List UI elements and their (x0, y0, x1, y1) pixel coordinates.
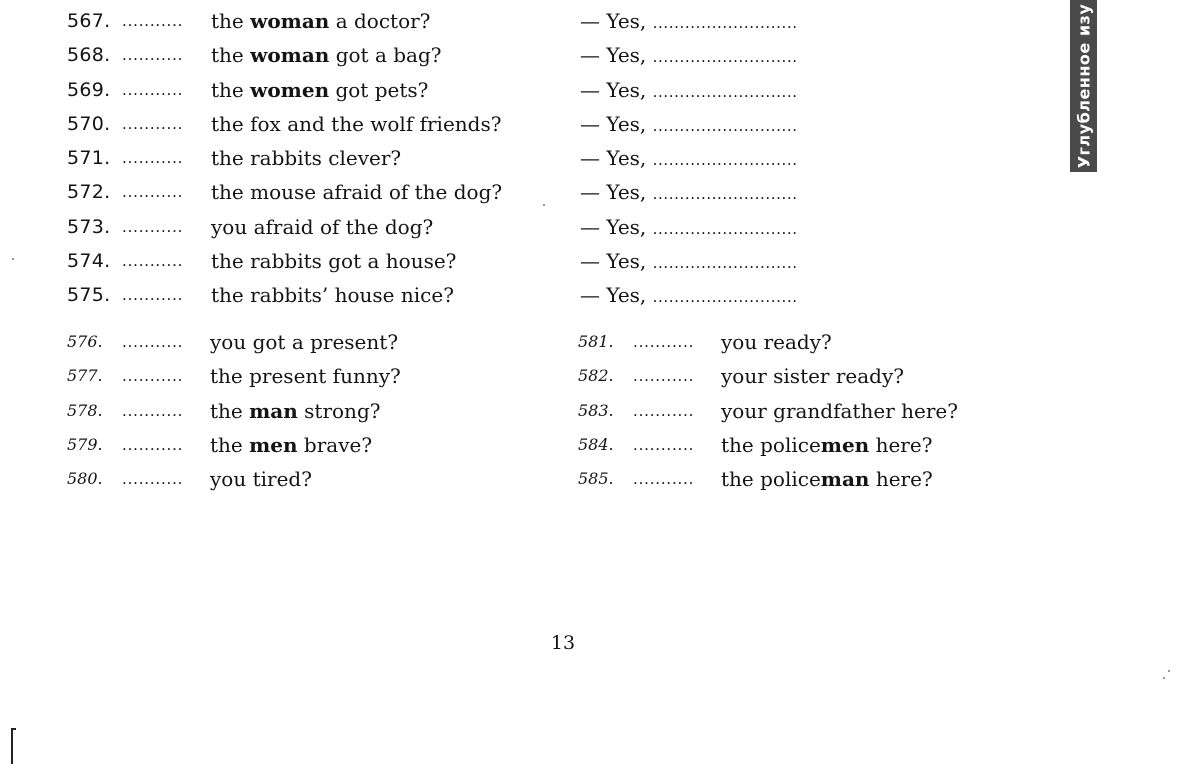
question-text (211, 73, 428, 107)
exercise-column-left (67, 325, 537, 496)
answer (580, 107, 798, 143)
question-text-part: you got a present? (210, 330, 399, 354)
blank-dots: ........... (122, 333, 184, 351)
question-text (721, 394, 958, 428)
question-text (721, 359, 904, 393)
question-text (210, 359, 401, 393)
exercise-row (578, 394, 1048, 428)
question-text (210, 462, 312, 496)
question-text-part: the police (721, 467, 821, 492)
scan-speck (12, 258, 14, 260)
answer-prefix: — Yes, (580, 111, 647, 136)
question-text-part: your sister ready? (721, 364, 904, 389)
question-text-part: the rabbits got a house? (211, 249, 457, 274)
question-text-part: the rabbits clever? (211, 146, 402, 171)
exercise-row (67, 462, 537, 496)
question-text-bold: men (820, 432, 870, 457)
answer-prefix: — Yes, (580, 214, 647, 239)
answer-blank-dots: ........................... (652, 254, 798, 273)
question-text (211, 4, 430, 38)
exercise-number: 580. (67, 469, 103, 489)
exercise-row (67, 325, 537, 359)
margin-mark (11, 728, 13, 764)
blank-dots: ........... (122, 435, 184, 454)
question-text-bold: woman (250, 43, 330, 68)
blank-dots: ........... (633, 435, 695, 454)
blank-dots: ........... (122, 149, 184, 168)
exercise-number: 570. (67, 112, 111, 135)
question-text (211, 278, 454, 312)
exercise-row (67, 175, 867, 209)
question-text-part: a doctor? (329, 9, 431, 33)
question-text (210, 428, 372, 462)
question-text-part: here? (869, 432, 933, 457)
blank-dots: ........... (633, 401, 695, 420)
answer-blank-dots: ........................... (652, 14, 798, 32)
exercise-row (578, 428, 1048, 462)
exercise-row (67, 278, 867, 312)
exercise-section-answers (67, 4, 867, 313)
answer-prefix: — Yes, (580, 43, 647, 68)
scan-speck (1163, 677, 1165, 679)
question-text (211, 210, 433, 244)
exercise-row (67, 73, 867, 107)
exercise-row (578, 359, 1048, 393)
answer-blank-dots: ........................... (652, 288, 798, 307)
question-text (211, 175, 502, 209)
question-text-part: the (211, 77, 251, 102)
blank-dots: ........... (122, 286, 184, 305)
blank-dots: ........... (122, 183, 184, 202)
question-text-part: strong? (297, 398, 381, 423)
question-text (210, 394, 380, 428)
answer-prefix: — Yes, (580, 283, 647, 308)
exercise-row (67, 107, 867, 141)
exercise-row (67, 244, 867, 278)
blank-dots: ........... (122, 80, 184, 99)
blank-dots: ........... (122, 401, 184, 420)
blank-dots: ........... (122, 12, 184, 30)
blank-dots: ........... (122, 217, 184, 236)
answer-blank-dots: ........................... (652, 48, 798, 67)
question-text-part: here? (869, 467, 933, 492)
question-text-bold: men (249, 432, 298, 457)
exercise-row (67, 210, 867, 244)
exercise-number: 577. (67, 366, 103, 386)
exercise-number: 568. (67, 44, 111, 67)
page-number: 13 (550, 632, 576, 654)
answer-blank-dots: ........................... (652, 116, 798, 135)
question-text (211, 38, 441, 72)
exercise-number: 579. (67, 434, 103, 454)
question-text (211, 244, 456, 278)
answer (580, 278, 798, 314)
blank-dots: ........... (633, 333, 695, 351)
exercise-number: 574. (67, 250, 111, 273)
answer-blank-dots: ........................... (652, 82, 798, 101)
answer-prefix: — Yes, (580, 77, 647, 102)
question-text-bold: man (820, 467, 870, 492)
question-text (721, 325, 832, 359)
exercise-number: 572. (67, 181, 111, 204)
exercise-row (67, 428, 537, 462)
question-text-bold: women (250, 77, 330, 102)
exercise-row (67, 38, 867, 72)
question-text-bold: man (249, 398, 298, 423)
answer (580, 141, 798, 177)
question-text-part: the (211, 9, 251, 33)
answer (580, 4, 798, 40)
exercise-row (578, 325, 1048, 359)
exercise-column-right (578, 325, 1048, 496)
exercise-number: 571. (67, 147, 111, 170)
question-text-part: your grandfather here? (721, 398, 958, 423)
answer (580, 38, 798, 74)
answer (580, 73, 798, 109)
answer-prefix: — Yes, (580, 146, 647, 171)
exercise-number: 582. (578, 366, 614, 386)
blank-dots: ........... (122, 367, 184, 386)
exercise-row (578, 462, 1048, 496)
exercise-number: 567. (67, 10, 111, 32)
answer-blank-dots: ........................... (652, 185, 798, 204)
exercise-number: 576. (67, 332, 103, 351)
question-text (211, 141, 401, 175)
answer (580, 210, 798, 246)
question-text-part: the (211, 43, 251, 68)
scan-speck (543, 204, 545, 206)
exercise-number: 585. (578, 469, 614, 489)
question-text-part: the (210, 432, 250, 457)
question-text-part: the present funny? (210, 364, 401, 389)
answer-prefix: — Yes, (580, 180, 647, 205)
question-text (721, 462, 933, 496)
question-text-part: the (210, 398, 250, 423)
question-text-part: the mouse afraid of the dog? (211, 180, 503, 205)
question-text-bold: woman (250, 9, 330, 33)
answer-blank-dots: ........................... (652, 151, 798, 170)
exercise-number: 578. (67, 400, 103, 420)
question-text (211, 107, 501, 141)
answer-blank-dots: ........................... (652, 219, 798, 238)
blank-dots: ........... (633, 367, 695, 386)
question-text-part: the rabbits’ house nice? (211, 283, 454, 308)
exercise-number: 573. (67, 215, 111, 238)
question-text-part: you ready? (721, 330, 832, 354)
exercise-number: 583. (578, 400, 614, 420)
question-text-part: got a bag? (329, 43, 442, 68)
exercise-row (67, 141, 867, 175)
exercise-number: 581. (578, 332, 614, 351)
question-text-part: got pets? (329, 77, 429, 102)
question-text-part: you tired? (210, 467, 312, 492)
side-tab (1070, 0, 1097, 172)
blank-dots: ........... (122, 252, 184, 271)
exercise-row (67, 4, 867, 38)
blank-dots: ........... (122, 114, 184, 133)
exercise-number: 569. (67, 78, 111, 101)
question-text-part: the police (721, 432, 821, 457)
blank-dots: ........... (122, 470, 184, 489)
question-text-part: brave? (297, 432, 373, 457)
exercise-row (67, 359, 537, 393)
exercise-number: 584. (578, 434, 614, 454)
scan-speck (1168, 670, 1170, 672)
blank-dots: ........... (122, 46, 184, 65)
question-text-part: you afraid of the dog? (211, 214, 434, 239)
answer-prefix: — Yes, (580, 249, 647, 274)
question-text (210, 325, 398, 359)
exercise-number: 575. (67, 284, 111, 307)
exercise-row (67, 394, 537, 428)
answer-prefix: — Yes, (580, 9, 647, 33)
side-tab-label: Углубленное изу (1074, 3, 1093, 169)
question-text (721, 428, 932, 462)
answer (580, 244, 798, 280)
blank-dots: ........... (633, 470, 695, 489)
margin-tick (11, 728, 16, 730)
answer (580, 175, 798, 211)
question-text-part: the fox and the wolf friends? (211, 111, 502, 136)
